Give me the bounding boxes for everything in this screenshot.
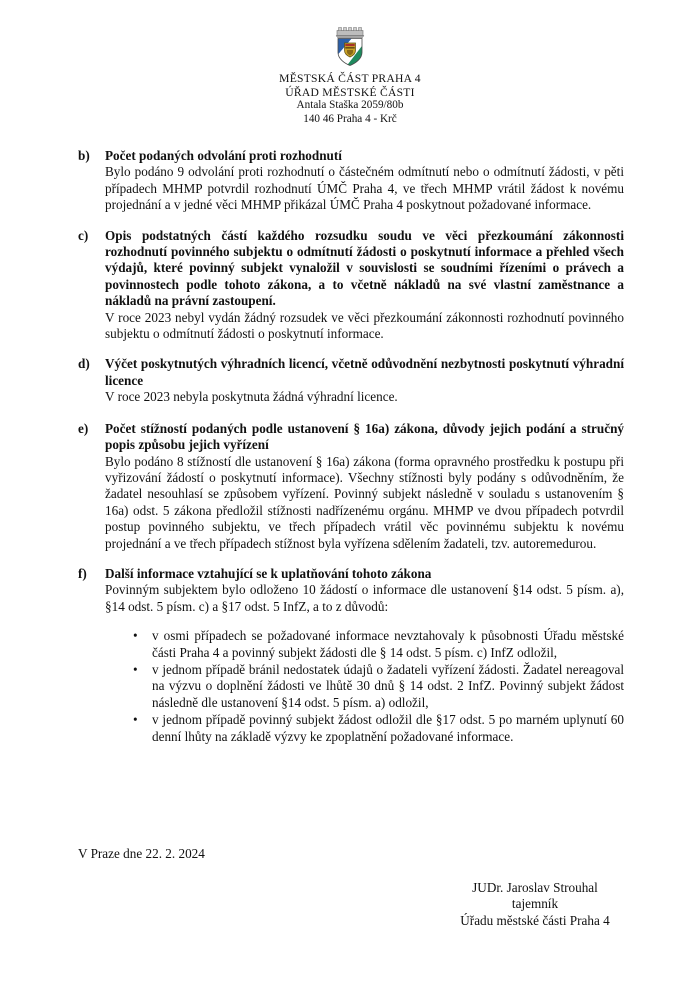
bullet-icon: •	[133, 712, 138, 728]
list-item	[105, 662, 624, 711]
section-f-paragraph-1: Povinným subjektem bylo odloženo 10 žádostí o informace dle ustanovení §14 odst. 5 písm. a), §14 odst. 5 písm. c) a §17 odst. 5 InfZ, a to z důvodů:	[105, 582, 624, 614]
section-e	[78, 421, 624, 552]
section-f-letter: f)	[78, 565, 87, 581]
list-item	[105, 712, 624, 745]
section-d	[78, 356, 624, 405]
section-f	[78, 566, 624, 746]
bullet-icon: •	[133, 628, 138, 644]
list-item-text: v osmi případech se požadované informace nevztahovaly k působnosti Úřadu městské části Praha 4 a povinný subjekt žádosti dle § 14 odst. 5 písm. c) InfZ odložil,	[152, 628, 624, 660]
section-f-heading: Další informace vztahující se k uplatňování tohoto zákona	[105, 565, 432, 581]
section-f-bullet-list	[105, 628, 624, 745]
bullet-icon: •	[133, 661, 138, 677]
section-b	[78, 148, 624, 214]
section-d-paragraph-1: V roce 2023 nebyla poskytnuta žádná výhradní licence.	[105, 389, 398, 405]
document-body	[78, 148, 624, 746]
address-line-2: 140 46 Praha 4 - Krč	[303, 112, 397, 125]
section-d-letter: d)	[78, 356, 90, 372]
list-item-text: v jednom případě povinný subjekt žádost odložil dle §17 odst. 5 po marném uplynutí 60 denní lhůty na základě výzvy ke zpoplatnění požadované informace.	[152, 712, 624, 744]
signature-block	[420, 880, 650, 929]
list-item-text: v jednom případě bránil nedostatek údajů o žadateli vyřízení žádosti. Žadatel nereagoval na výzvu o doplnění žádosti ve lhůtě 30 dnů § 14 odst. 2 InfZ. Povinný subjekt žádost následně dle ustanovení §14 odst. 5 písm. a) odložil,	[152, 661, 624, 710]
section-e-content	[105, 421, 624, 552]
org-name-line-1: MĚSTSKÁ ČÁST PRAHA 4	[279, 72, 421, 85]
section-e-heading: Počet stížností podaných podle ustanovení § 16a) zákona, důvody jejich podání a stručný popis způsobu jejich vyřízení	[105, 420, 624, 453]
section-c-letter: c)	[78, 227, 89, 243]
section-b-letter: b)	[78, 148, 90, 163]
signer-organization: Úřadu městské části Praha 4	[460, 912, 610, 928]
section-d-content	[105, 356, 624, 405]
section-e-letter: e)	[78, 420, 89, 436]
section-b-heading: Počet podaných odvolání proti rozhodnutí	[105, 148, 342, 163]
address-line-1: Antala Staška 2059/80b	[296, 99, 404, 111]
section-c-heading: Opis podstatných částí každého rozsudku soudu ve věci přezkoumání zákonnosti rozhodnutí povinného subjektu o odmítnutí žádosti o poskytnutí informace a přehled všech výdajů, které povinný subjekt vynaložil v souvislosti se soudními řízeními o právech a povinnostech podle tohoto zákona, a to včetně nákladů na své vlastní zaměstnance a nákladů na právní zastoupení.	[105, 227, 624, 309]
section-d-heading: Výčet poskytnutých výhradních licencí, včetně odůvodnění nezbytnosti poskytnutí výhradní licence	[105, 356, 624, 388]
signer-title: tajemník	[511, 896, 559, 912]
list-item	[105, 628, 624, 661]
letterhead	[0, 0, 700, 126]
section-e-paragraph-1: Bylo podáno 8 stížností dle ustanovení § 16a) zákona (forma opravného prostředku k postupu při vyřizování žádostí o poskytnutí informace). Všechny stížnosti byly podány s odůvodněním, že žadatel nesouhlasí se způsobem vyřízení. Povinný subjekt následně v souladu s ustanovením § 16a) odst. 5 zákona předložil stížnosti nadřízenému orgánu. MHMP ve dvou případech potvrdil postup povinného subjektu, ve třech případech vrátil věc povinnému subjektu k novému projednání a ve třech případech stížnost byla vyřízena sdělením žadateli, tzv. autoremedurou.	[105, 453, 624, 551]
section-c	[78, 228, 624, 343]
date-line: V Praze dne 22. 2. 2024	[78, 846, 205, 861]
section-c-content	[105, 228, 624, 343]
org-name-line-2: ÚŘAD MĚSTSKÉ ČÁSTI	[285, 85, 415, 99]
signer-name: JUDr. Jaroslav Strouhal	[472, 880, 598, 895]
section-b-paragraph-1: Bylo podáno 9 odvolání proti rozhodnutí o částečném odmítnutí nebo o odmítnutí žádosti, v pěti případech MHMP potvrdil rozhodnutí ÚMČ Praha 4, ve třech MHMP vrátil žádost k novému projednání a v jedné věci MHMP přikázal ÚMČ Praha 4 poskytnout požadované informace.	[105, 164, 624, 213]
section-b-content	[105, 148, 624, 214]
prague-4-coat-of-arms-icon	[333, 24, 367, 68]
section-c-paragraph-1: V roce 2023 nebyl vydán žádný rozsudek ve věci přezkoumání zákonnosti rozhodnutí povinného subjektu o odmítnutí žádosti o poskytnutí informace.	[105, 309, 624, 342]
section-f-content	[105, 566, 624, 746]
